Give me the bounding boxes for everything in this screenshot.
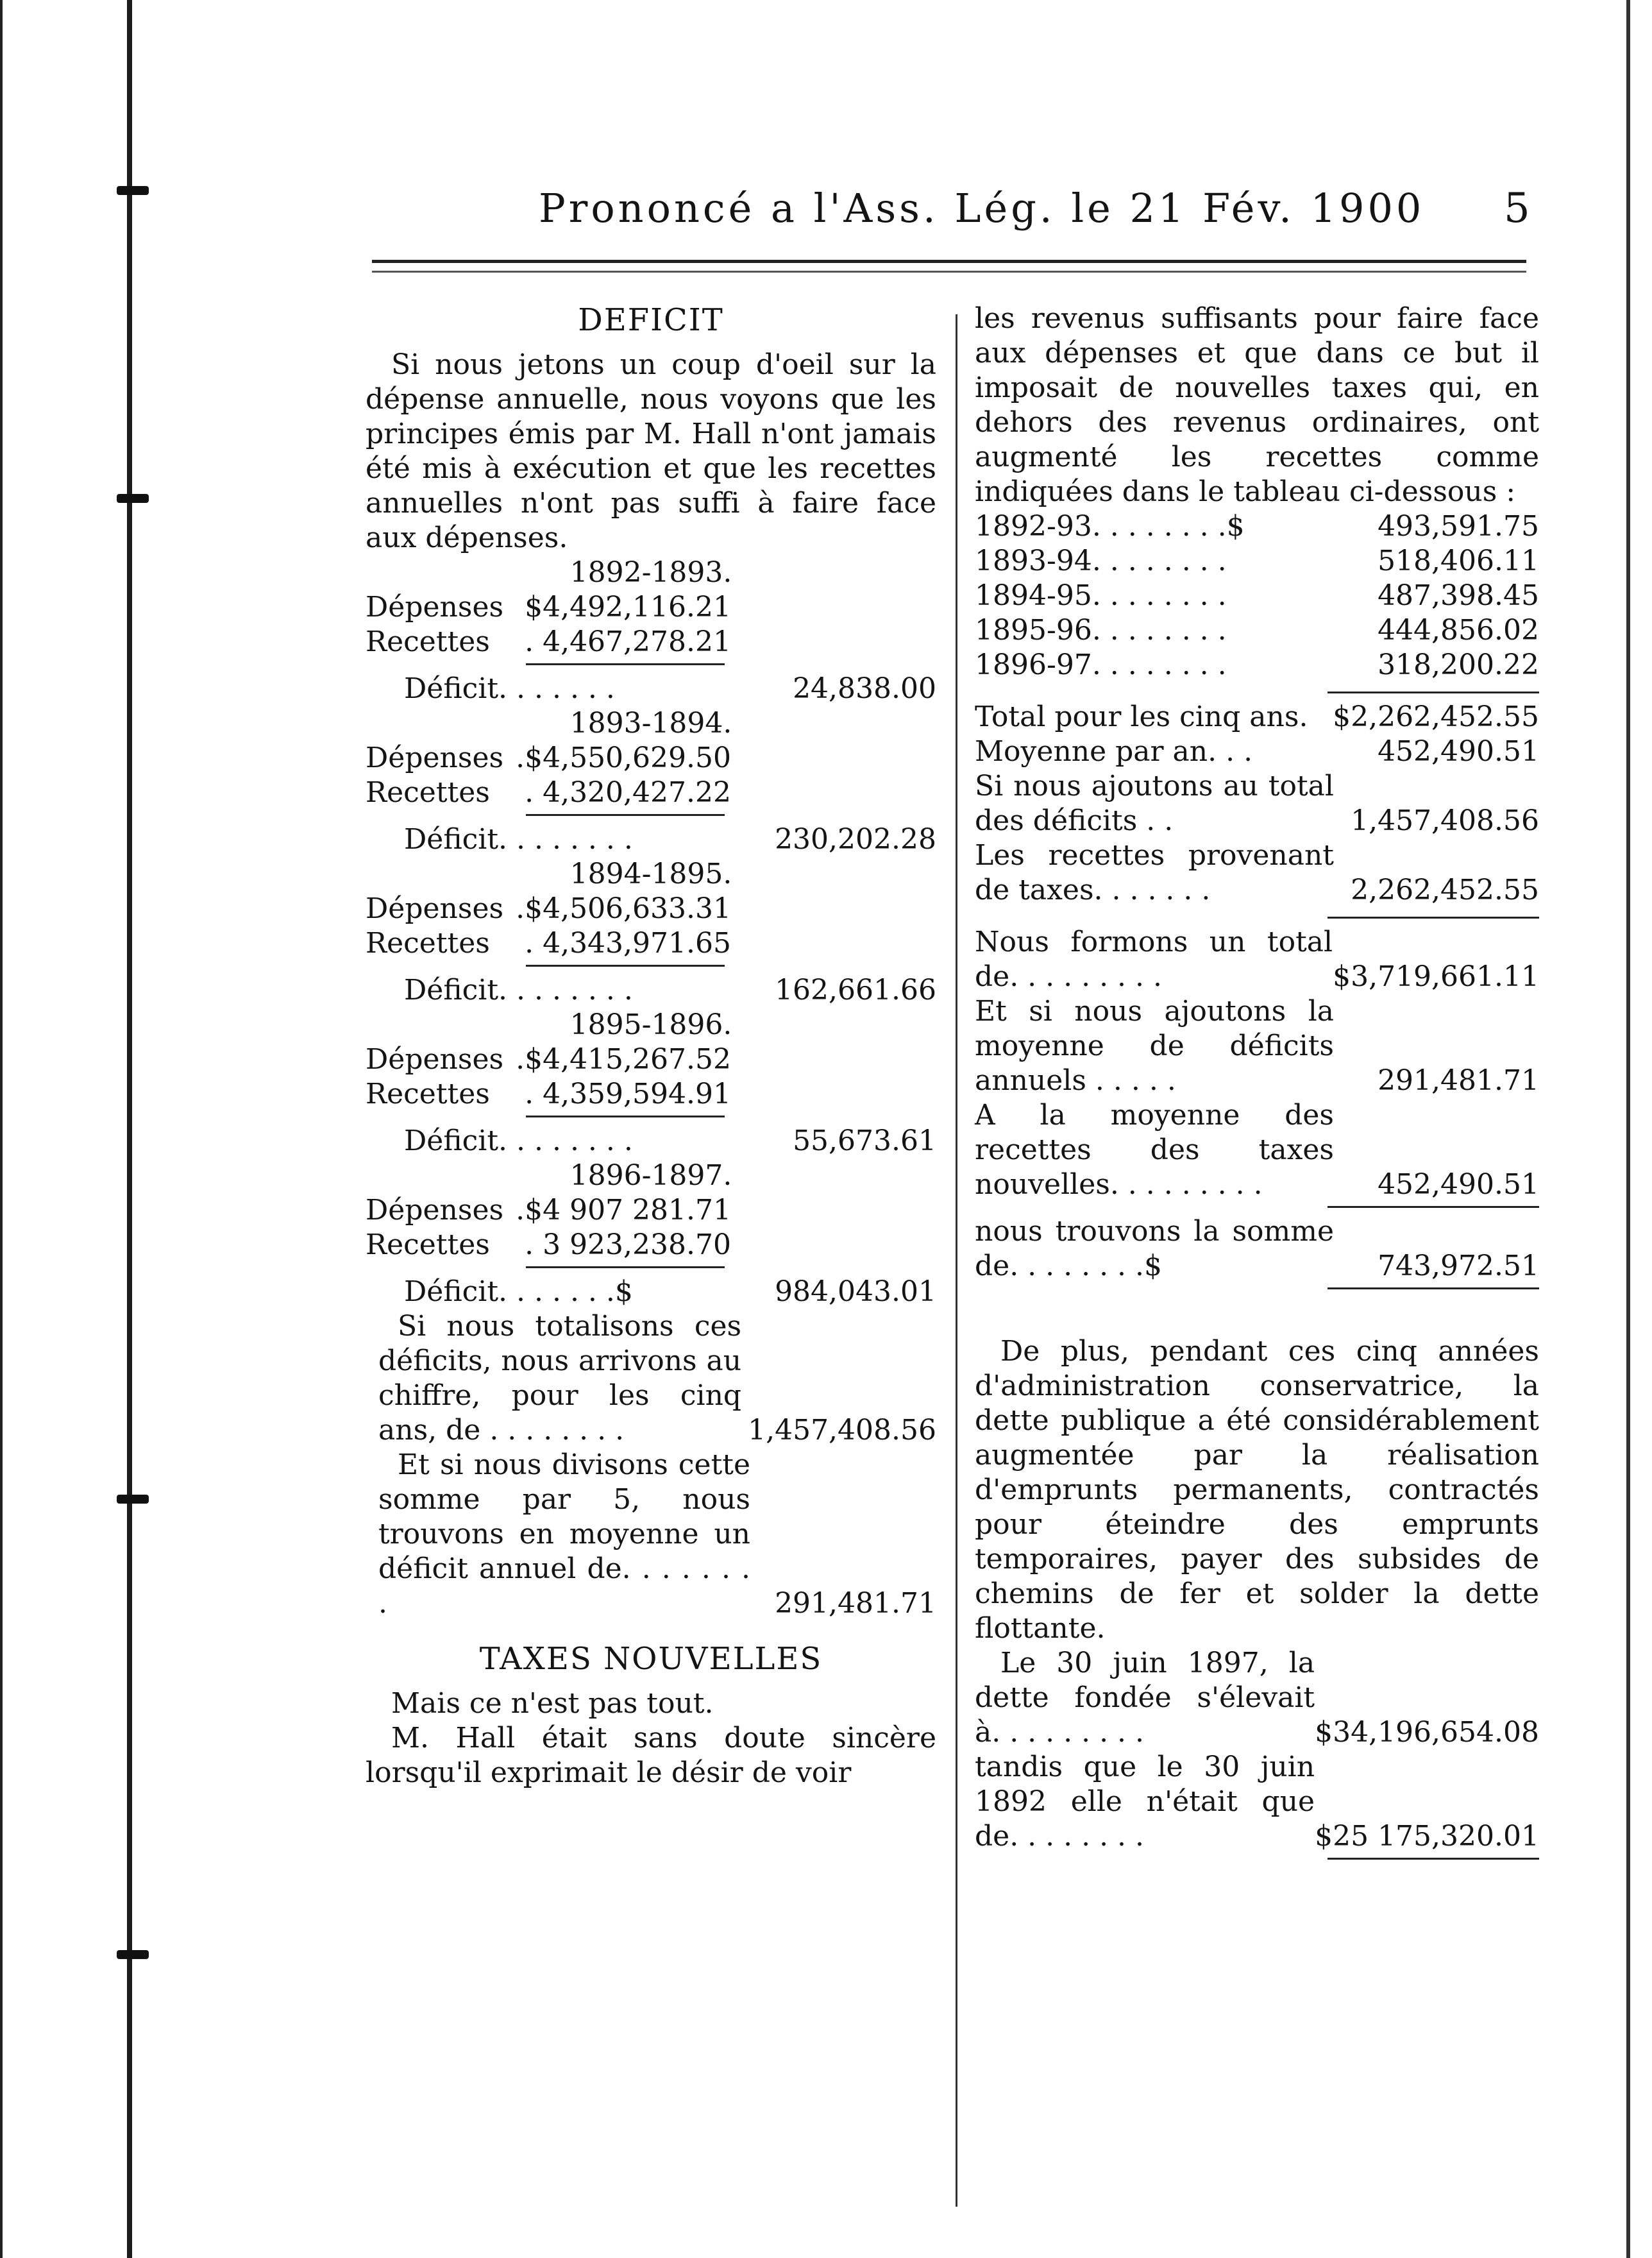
revenue-row (366, 1228, 731, 1262)
expense-label: Dépenses (366, 591, 504, 624)
deficit-label: Déficit. . . . . . . . (404, 1125, 633, 1157)
scan-edge-right (1626, 0, 1630, 2258)
sum-rule (1328, 1287, 1539, 1289)
total-deficit-text: Si nous totalisons ces déficits, nous arrivons au chiffre, pour les cinq ans, de . . . . . . . . (378, 1310, 742, 1447)
deficit-row (366, 1124, 936, 1159)
revenue-label: Recettes (366, 1078, 490, 1110)
sum-rule (526, 1116, 725, 1117)
add-deficits-label: Si nous ajoutons au total des déficits . . (975, 770, 1334, 837)
avg-tax-value: 452,490.51 (1378, 1168, 1539, 1201)
expense-value: .$4,506,633.31 (516, 892, 731, 925)
revenue-table-row (975, 544, 1539, 579)
sum-value: 743,972.51 (1378, 1250, 1539, 1282)
revenue-label: Recettes (366, 776, 490, 809)
year-label: 1893-1894. (569, 707, 732, 740)
deficit-value: 24,838.00 (793, 672, 936, 705)
deficit-heading: DEFICIT (578, 302, 724, 338)
revenue-label: Recettes (366, 927, 490, 960)
avg-deficit-row (975, 994, 1539, 1098)
avg-tax-row (975, 1098, 1539, 1202)
revenue-row (366, 926, 731, 961)
page-number: 5 (1504, 185, 1530, 232)
debt-1897-value: $34,196,654.08 (1315, 1716, 1539, 1749)
deficit-intro: Si nous jetons un coup d'oeil sur la dépense annuelle, nous voyons que les principes émis par M. Hall n'ont jamais été mis à exécution et que les recettes annuelles n'ont pas suffi à faire face aux dépenses. (366, 348, 936, 554)
amount: 318,200.22 (1378, 649, 1539, 681)
expense-label: Dépenses (366, 742, 504, 774)
expense-label: Dépenses (366, 892, 504, 925)
binding-mark (117, 494, 149, 503)
expense-value: .$4,415,267.52 (516, 1043, 731, 1076)
grand-total-label: Nous formons un total de. . . . . . . . . (975, 926, 1333, 993)
total-deficit-value: 1,457,408.56 (748, 1414, 936, 1447)
continued-paragraph: les revenus suffisants pour faire face aux dépenses et que dans ce but il imposait de nouvelles taxes qui, en dehors des revenus ordinaires, ont augmenté les recettes comme indiquées dans le tableau ci-dessous : (975, 302, 1539, 508)
sum-label: nous trouvons la somme de. . . . . . . .$ (975, 1215, 1334, 1282)
sum-rule (526, 965, 725, 967)
revenue-label: Recettes (366, 625, 490, 658)
running-header: Prononcé a l'Ass. Lég. le 21 Fév. 1900 (539, 185, 1425, 232)
revenue-table-row (975, 509, 1539, 544)
debt-1892-row (975, 1750, 1539, 1854)
deficit-value: 984,043.01 (775, 1275, 936, 1308)
sum-rule (526, 1266, 725, 1268)
right-column (975, 301, 1539, 1866)
average-value: 452,490.51 (1378, 735, 1539, 768)
revenue-value: . 4,359,594.91 (525, 1078, 731, 1110)
binding-mark (117, 186, 149, 195)
expense-value: .$4 907 281.71 (516, 1194, 731, 1227)
amount: 518,406.11 (1378, 545, 1539, 577)
amount: 487,398.45 (1378, 579, 1539, 612)
year-label: 1894-1895. (569, 858, 732, 890)
year-label: 1895-96. . . . . . . . (975, 614, 1227, 647)
header-rule-thin (372, 271, 1526, 273)
year-label: 1896-97. . . . . . . . (975, 649, 1227, 681)
tax-revenue-value: 2,262,452.55 (1351, 874, 1539, 906)
deficit-label: Déficit. . . . . . . (404, 672, 615, 705)
expense-row (366, 741, 731, 776)
amount: 493,591.75 (1378, 510, 1539, 543)
expense-row (366, 892, 731, 926)
total-row (975, 700, 1539, 734)
debt-1897-row (975, 1646, 1539, 1750)
average-deficit-block (366, 1448, 936, 1621)
revenue-value: . 3 923,238.70 (525, 1228, 731, 1261)
total-deficit-block (366, 1309, 936, 1448)
binding-mark (117, 1495, 149, 1504)
header-rule (372, 260, 1526, 263)
year-label: 1892-93. . . . . . . .$ (975, 510, 1245, 543)
average-deficit-text: Et si nous divisons cette somme par 5, nous trouvons en moyenne un déficit annuel de. . . . . . . . (378, 1448, 750, 1620)
tax-revenue-label: Les recettes provenant de taxes. . . . . . . (975, 839, 1334, 906)
revenue-table-row (975, 648, 1539, 683)
grand-total-row (975, 925, 1539, 994)
sum-row (975, 1214, 1539, 1284)
page-left-margin (0, 0, 135, 2258)
average-deficit-value: 291,481.71 (775, 1587, 936, 1620)
deficit-value: 55,673.61 (793, 1125, 936, 1157)
average-label: Moyenne par an. . . (975, 735, 1253, 768)
binding-line (127, 0, 132, 2258)
debt-1892-value: $25 175,320.01 (1315, 1820, 1539, 1853)
expense-row (366, 1193, 731, 1228)
revenue-row (366, 1077, 731, 1112)
revenue-value: . 4,467,278.21 (525, 625, 731, 658)
total-value: $2,262,452.55 (1333, 700, 1539, 733)
deficit-row (366, 672, 936, 706)
add-deficits-row (975, 769, 1539, 838)
debt-paragraph: De plus, pendant ces cinq années d'administration conservatrice, la dette publique a été considérablement augmentée par la réalisation d'emprunts permanents, contractés pour éteindre des emprunts temporaires, payer des subsides de chemins de fer et solder la dette flottante. (975, 1335, 1539, 1645)
debt-1892-label: tandis que le 30 juin 1892 elle n'était que de. . . . . . . . (975, 1751, 1315, 1853)
expense-row (366, 590, 731, 625)
year-label: 1892-1893. (569, 556, 732, 589)
sum-rule (1328, 917, 1539, 919)
taxes-paragraph-1: Mais ce n'est pas tout. (391, 1687, 714, 1720)
taxes-heading: TAXES NOUVELLES (479, 1641, 823, 1677)
column-separator (956, 314, 957, 2207)
deficit-label: Déficit. . . . . . . . (404, 823, 633, 856)
expense-value: .$4,550,629.50 (516, 742, 731, 774)
scan-edge-left (0, 0, 3, 2258)
total-label: Total pour les cinq ans. (975, 700, 1308, 733)
revenue-label: Recettes (366, 1228, 490, 1261)
sum-rule (1328, 1858, 1539, 1860)
expense-label: Dépenses (366, 1194, 504, 1227)
revenue-table-row (975, 579, 1539, 613)
avg-deficit-label: Et si nous ajoutons la moyenne de déficits annuels . . . . . (975, 995, 1334, 1097)
grand-total-value: $3,719,661.11 (1333, 960, 1539, 993)
revenue-row (366, 625, 731, 659)
deficit-value: 230,202.28 (775, 823, 936, 856)
sum-rule (526, 814, 725, 816)
sum-rule (1328, 1206, 1539, 1208)
expense-row (366, 1042, 731, 1077)
revenue-value: . 4,320,427.22 (525, 776, 731, 809)
expense-value: $4,492,116.21 (525, 591, 731, 624)
year-label: 1896-1897. (569, 1159, 732, 1192)
sum-rule (526, 663, 725, 665)
deficit-label: Déficit. . . . . . . . (404, 974, 633, 1006)
deficit-value: 162,661.66 (775, 974, 936, 1006)
deficit-label: Déficit. . . . . . .$ (404, 1275, 633, 1308)
debt-1897-label: Le 30 juin 1897, la dette fondée s'élevait à. . . . . . . . . (975, 1647, 1315, 1749)
avg-deficit-value: 291,481.71 (1378, 1064, 1539, 1097)
expense-label: Dépenses (366, 1043, 504, 1076)
deficit-row (366, 973, 936, 1008)
deficit-row (366, 822, 936, 857)
sum-rule (1328, 692, 1539, 693)
binding-mark (117, 1950, 149, 1959)
revenue-table-row (975, 613, 1539, 648)
year-label: 1893-94. . . . . . . . (975, 545, 1227, 577)
avg-tax-label: A la moyenne des recettes des taxes nouvelles. . . . . . . . . (975, 1099, 1334, 1201)
year-label: 1894-95. . . . . . . . (975, 579, 1227, 612)
year-label: 1895-1896. (569, 1008, 732, 1041)
taxes-paragraph-2: M. Hall était sans doute sincère lorsqu'il exprimait le désir de voir (366, 1722, 936, 1789)
amount: 444,856.02 (1378, 614, 1539, 647)
average-row (975, 734, 1539, 769)
add-deficits-value: 1,457,408.56 (1351, 804, 1539, 837)
left-column (366, 301, 936, 1790)
tax-revenue-row (975, 838, 1539, 908)
deficit-row (366, 1275, 936, 1309)
revenue-row (366, 776, 731, 810)
revenue-value: . 4,343,971.65 (525, 927, 731, 960)
